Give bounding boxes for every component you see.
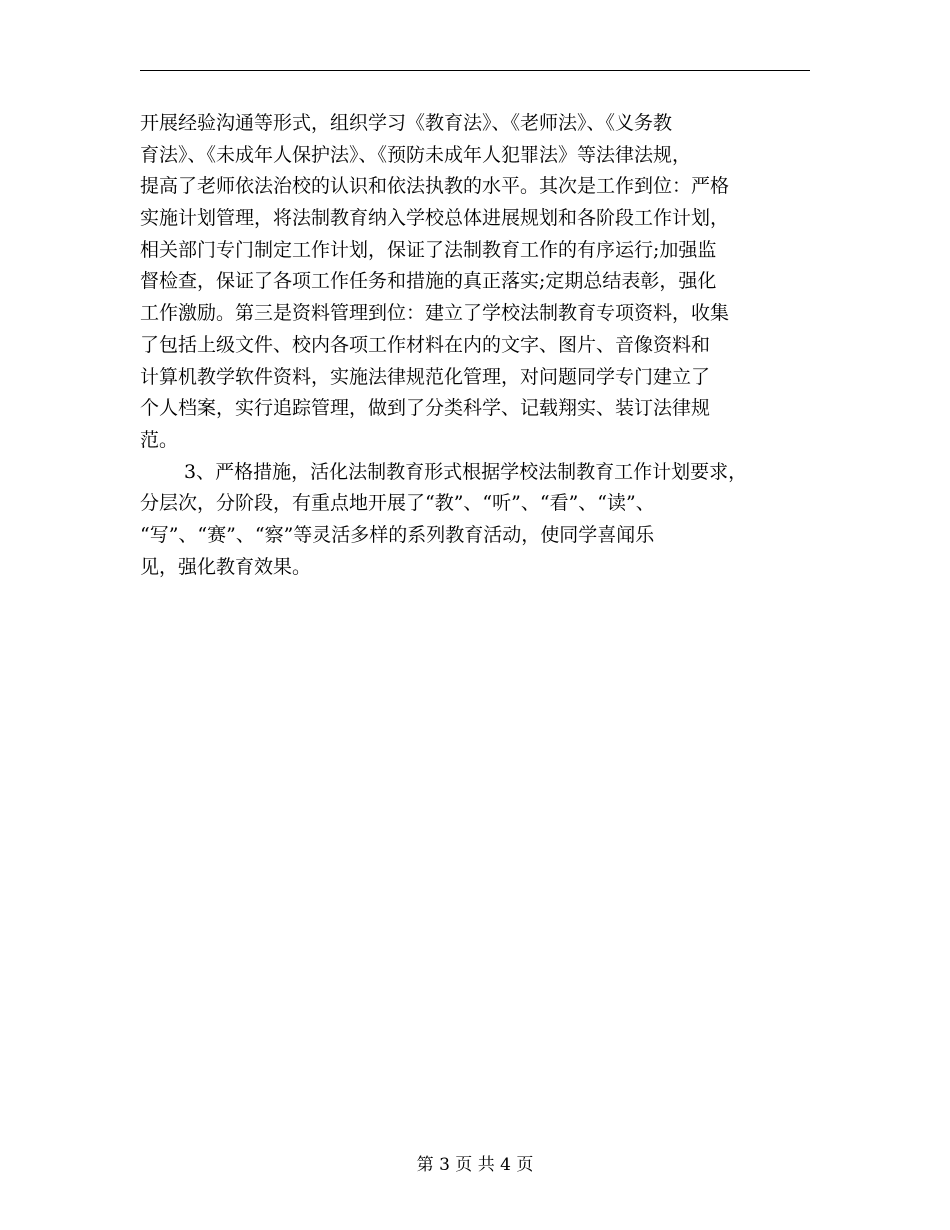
text-line: 计算机教学软件资料，实施法律规范化管理，对问题同学专门建立了 bbox=[140, 365, 711, 388]
text-line: 个人档案，实行追踪管理，做到了分类科学、记载翔实、装订法律规 bbox=[140, 397, 711, 420]
text-line: 提高了老师依法治校的认识和依法执教的水平。其次是工作到位：严格 bbox=[140, 175, 730, 198]
text-line: 3、严格措施，活化法制教育形式根据学校法制教育工作计划要求， bbox=[184, 460, 748, 483]
text-line: 见，强化教育效果。 bbox=[140, 555, 312, 578]
text-line: 了包括上级文件、校内各项工作材料在内的文字、图片、音像资料和 bbox=[140, 333, 711, 356]
text-line: “写”、“赛”、“察”等灵活多样的系列教育活动，使同学喜闻乐 bbox=[140, 523, 655, 546]
text-line: 范。 bbox=[140, 428, 179, 451]
text-line: 相关部门专门制定工作计划，保证了法制教育工作的有序运行;加强监 bbox=[140, 238, 717, 261]
paragraph bbox=[140, 108, 820, 457]
paragraph bbox=[140, 457, 820, 584]
text-line: 督检查，保证了各项工作任务和措施的真正落实;定期总结表彰，强化 bbox=[140, 270, 717, 293]
text-line: 实施计划管理，将法制教育纳入学校总体进展规划和各阶段工作计划， bbox=[140, 207, 730, 230]
text-line: 育法》、《未成年人保护法》、《预防未成年人犯罪法》等法律法规， bbox=[140, 143, 692, 166]
text-line: 分层次，分阶段，有重点地开展了“教”、“听”、“看”、“读”、 bbox=[140, 492, 655, 515]
text-line: 开展经验沟通等形式，组织学习《教育法》、《老师法》、《义务教 bbox=[140, 112, 673, 134]
header-rule bbox=[140, 70, 810, 71]
page-number: 第 3 页 共 4 页 bbox=[416, 1155, 534, 1175]
text-line: 工作激励。第三是资料管理到位：建立了学校法制教育专项资料，收集 bbox=[140, 302, 730, 325]
document-body bbox=[140, 108, 820, 583]
